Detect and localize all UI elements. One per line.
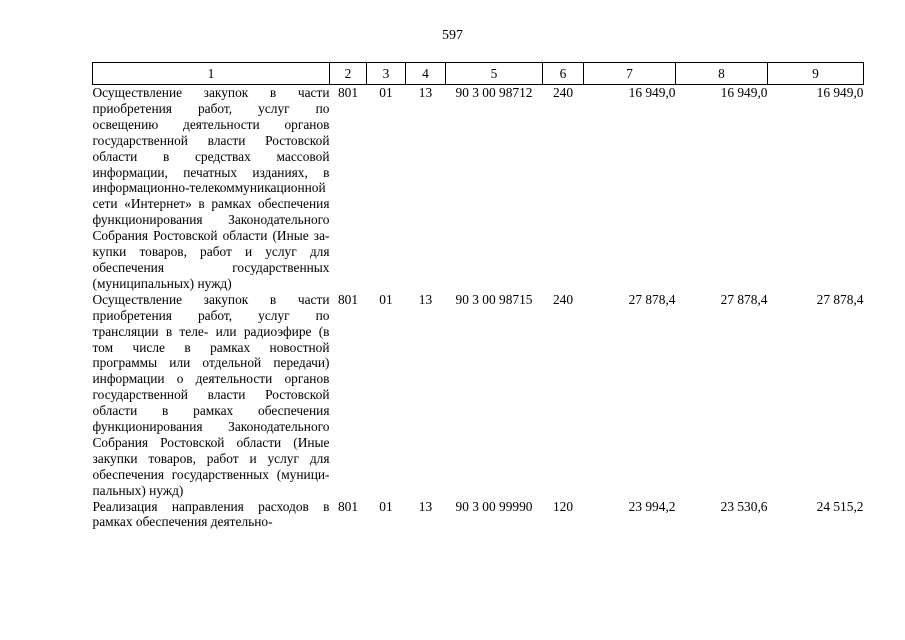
table-row [93, 292, 864, 499]
ministry-code: 801 [337, 291, 359, 307]
page-number: 597 [442, 28, 463, 43]
amount-year-2: 16 949,0 [720, 85, 768, 100]
column-header: 1 [93, 63, 330, 85]
expense-type-code: 240 [552, 291, 574, 307]
row-description: Реализация направления расходов в рамках обеспечения деятельно- [92, 498, 330, 530]
budget-table [92, 62, 864, 530]
amount-year-1: 23 994,2 [628, 498, 676, 514]
column-header: 6 [543, 63, 584, 85]
ministry-code: 801 [337, 85, 359, 100]
section-code: 01 [379, 291, 393, 307]
target-article-code: 90 3 00 98712 [455, 85, 533, 100]
amount-year-1: 16 949,0 [628, 85, 676, 100]
amount-year-3: 16 949,0 [816, 85, 864, 100]
column-header: 5 [446, 63, 543, 85]
expense-type-code: 120 [552, 498, 574, 514]
column-header: 8 [676, 63, 768, 85]
ministry-code: 801 [337, 498, 359, 514]
column-header: 2 [330, 63, 367, 85]
subsection-code: 13 [418, 498, 433, 514]
subsection-code: 13 [418, 291, 433, 307]
amount-year-3: 27 878,4 [816, 291, 864, 307]
amount-year-2: 23 530,6 [720, 498, 768, 514]
target-article-code: 90 3 00 98715 [455, 291, 533, 307]
column-header: 9 [768, 63, 864, 85]
table-row [93, 499, 864, 531]
section-code: 01 [379, 85, 393, 100]
target-article-code: 90 3 00 99990 [455, 498, 533, 514]
amount-year-2: 27 878,4 [720, 291, 768, 307]
table-header-row [93, 63, 864, 85]
amount-year-3: 24 515,2 [816, 498, 864, 514]
column-header: 4 [406, 63, 446, 85]
column-header: 7 [584, 63, 676, 85]
row-description: Осуществление закупок в части приобретения работ, услуг по освещению деятельности органов государственной власти Ростовской области в средствах массовой информации, печатных изданиях, в информационно-телекоммуникационной сети «Интернет» в рамках обеспечения функционирования Законодательного Собрания Ростовской области (Иные закупки товаров, работ и услуг для обеспечения государственных (муниципальных) нужд) [92, 85, 330, 291]
section-code: 01 [379, 498, 393, 514]
expense-type-code: 240 [552, 85, 574, 100]
column-header: 3 [367, 63, 406, 85]
amount-year-1: 27 878,4 [628, 291, 676, 307]
table-row [93, 85, 864, 292]
subsection-code: 13 [418, 85, 433, 100]
row-description: Осуществление закупок в части приобретения работ, услуг по трансляции в теле- или радиоэфире (в том числе в рамках новостной программы или отдельной передачи) информации о деятельности органов государственной власти Ростовской области в рамках обеспечения функционирования Законодательного Собрания Ростовской области (Иные закупки товаров, работ и услуг для обеспечения государственных (муниципальных) нужд) [92, 291, 330, 498]
